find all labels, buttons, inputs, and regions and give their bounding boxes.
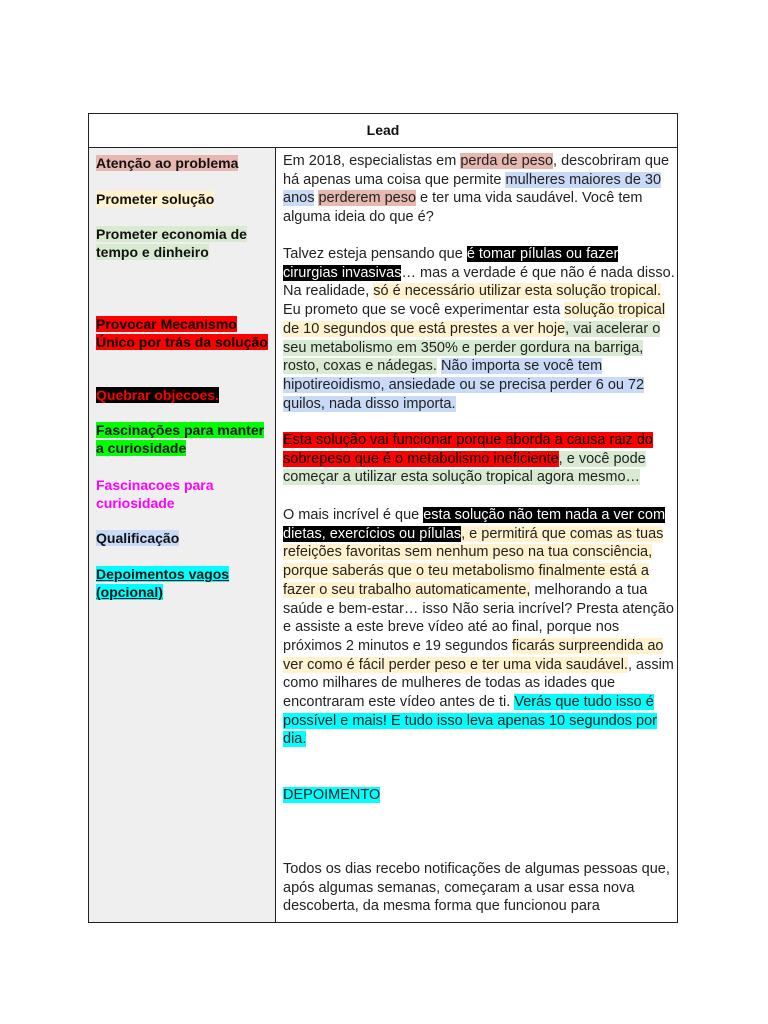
label-promise-savings: Prometer economia de tempo e dinheiro bbox=[96, 226, 247, 260]
paragraph-mechanism: Talvez esteja pensando que é tomar pílulas ou fazer cirurgias invasivas… mas a verdade é que não é nada disso. Na realidade, só é necessário utilizar esta solução tropical. Eu prometo que se você experimentar esta solução tropical de 10 segundos que está prestes a ver hoje, vai acelerar o seu metabolismo em 350% e perder gordura na barriga, rosto, coxas e nádegas. Não importa se você tem hipotireoidismo, ansiedade ou se precisa perder 6 ou 72 quilos, nada disso importa. bbox=[283, 246, 675, 412]
paragraph-intro: Em 2018, especialistas em perda de peso, descobriram que há apenas uma coisa que permite mulheres maiores de 30 anos perderem peso e ter uma vida saudável. Você tem alguma ideia do que é? bbox=[283, 153, 670, 226]
label-fascinations-curiosity: Fascinacoes para curiosidade bbox=[96, 477, 214, 511]
table-header: Lead bbox=[89, 114, 677, 148]
label-testimonials: Depoimentos vagos (opcional) bbox=[96, 566, 230, 600]
label-column bbox=[89, 148, 276, 922]
label-unique-mechanism: Provocar Mecanismo Único por trás da solução bbox=[96, 316, 268, 350]
label-promise-solution: Prometer solução bbox=[96, 191, 215, 207]
paragraph-root-cause: Esta solução vai funcionar porque aborda a causa raiz do sobrepeso que é o metabolismo ineficiente, e você pode começar a utilizar esta solução tropical agora mesmo… bbox=[283, 432, 653, 486]
label-objections: Quebrar objecoes. bbox=[96, 387, 219, 403]
label-fascinations: Fascinações para manter a curiosidade bbox=[96, 422, 265, 456]
paragraph-benefits: O mais incrível é que esta solução não tem nada a ver com dietas, exercícios ou pílulas, e permitirá que comas as tuas refeições favoritas sem nenhum peso na tua consciência, porque saberás que o teu metabolismo finalmente está a fazer o seu trabalho automaticamente, melhorando a tua saúde e bem-estar… isso Não seria incrível? Presta atenção e assiste a este breve vídeo até ao final, porque nos próximos 2 minutos e 19 segundos ficarás surpreendida ao ver como é fácil perder peso e ter uma vida saudável., assim como milhares de mulheres de todas as idades que encontraram este vídeo antes de ti. Verás que tudo isso é possível e mais! E tudo isso leva apenas 10 segundos por dia. bbox=[283, 507, 674, 748]
label-qualification: Qualificação bbox=[96, 530, 180, 546]
testimonial-heading: DEPOIMENTO bbox=[283, 787, 381, 803]
paragraph-testimonials: Todos os dias recebo notificações de algumas pessoas que, após algumas semanas, começaram a usar essa nova descoberta, da mesma forma que funcionou para bbox=[283, 861, 670, 915]
label-problem-attention: Atenção ao problema bbox=[96, 155, 239, 171]
copy-column bbox=[277, 148, 677, 922]
lead-table bbox=[88, 113, 678, 923]
